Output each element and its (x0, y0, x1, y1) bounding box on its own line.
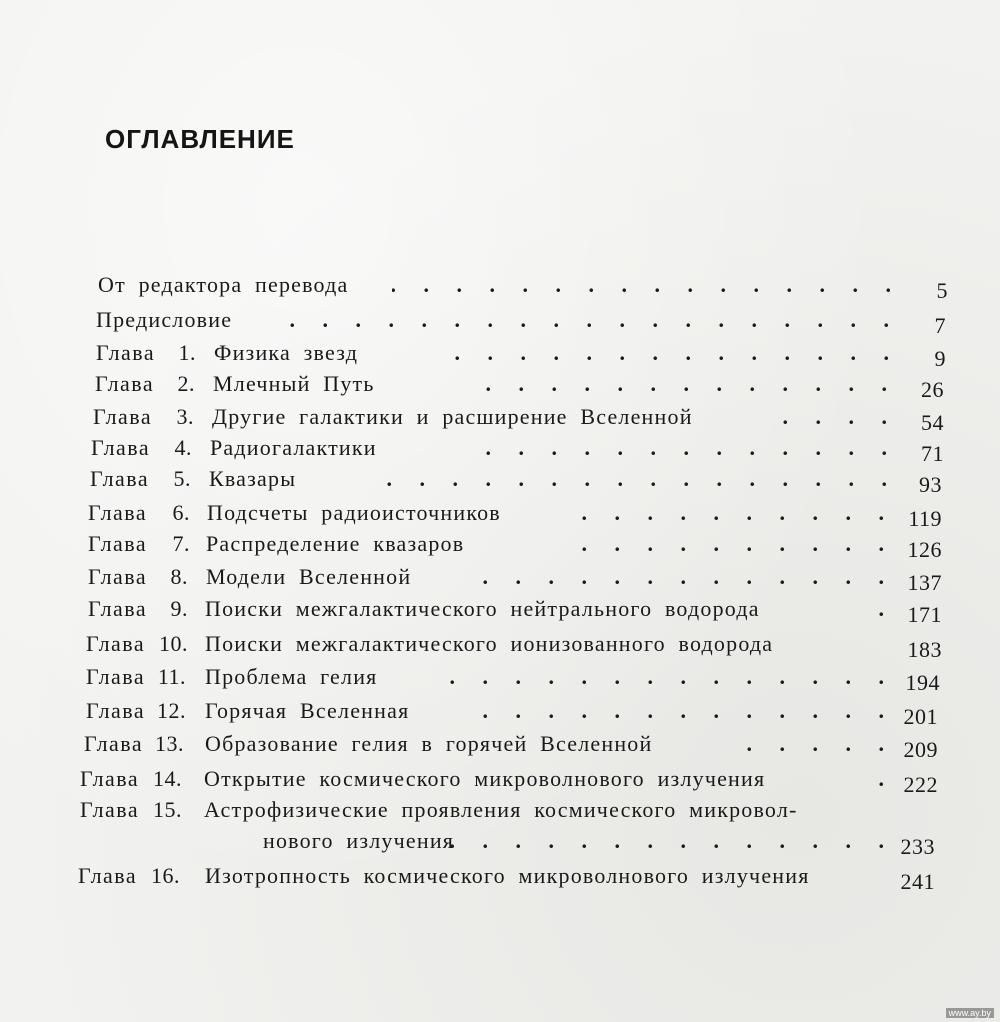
chapter-label: Глава (91, 435, 151, 460)
toc-entry (0, 498, 1000, 531)
chapter-label: Глава (93, 404, 153, 429)
dot-leader (560, 529, 895, 559)
entry-title: Другие галактики и расширение Вселенной (212, 404, 693, 429)
dot-leader (480, 433, 898, 463)
chapter-label: Глава (78, 863, 138, 888)
chapter-label: Глава (88, 564, 148, 589)
entry-title: Поиски межгалактического ионизованного водорода (205, 631, 774, 656)
toc-entry (0, 433, 1000, 466)
page-number: 222 (903, 772, 938, 797)
page-number: 194 (905, 670, 940, 695)
chapter-number: 9. (170, 596, 188, 621)
chapter-number: 16. (151, 863, 180, 888)
chapter-number: 14. (153, 766, 182, 791)
entry-title: Квазары (209, 466, 297, 491)
chapter-number: 6. (172, 500, 190, 525)
entry-title: Образование гелия в горячей Вселенной (205, 731, 653, 756)
entry-title: Открытие космического микроволнового излучения (204, 766, 766, 791)
page-number: 93 (919, 472, 942, 497)
toc-entry (0, 594, 1000, 627)
chapter-label: Глава (90, 466, 150, 491)
toc-entry (0, 795, 1000, 825)
page-number: 126 (907, 537, 942, 562)
toc-entry (0, 270, 1000, 303)
page-number: 54 (921, 410, 944, 435)
dot-leader (470, 562, 895, 592)
page-number: 233 (900, 834, 935, 859)
chapter-number: 3. (176, 404, 194, 429)
toc-entry (0, 562, 1000, 595)
toc-entry (0, 696, 1000, 729)
entry-title: Физика звезд (214, 340, 359, 365)
page-number: 5 (936, 278, 948, 303)
entry-title: Модели Вселенной (206, 564, 412, 589)
page-number: 26 (921, 377, 944, 402)
chapter-number: 1. (178, 340, 196, 365)
dot-leader (450, 338, 900, 368)
toc-entry (0, 861, 1000, 894)
page-number: 209 (903, 737, 938, 762)
entry-title: Предисловие (96, 307, 233, 332)
entry-title: Проблема гелия (205, 664, 378, 689)
toc-entry (0, 529, 1000, 562)
chapter-number: 2. (177, 371, 195, 396)
chapter-label: Глава (96, 340, 156, 365)
page-number: 71 (921, 441, 944, 466)
toc-entry (0, 729, 1000, 762)
toc-entry (0, 369, 1000, 402)
toc-entry (0, 305, 1000, 338)
chapter-label: Глава (86, 698, 146, 723)
chapter-number: 12. (157, 698, 186, 723)
chapter-label: Глава (86, 631, 146, 656)
page-number: 183 (907, 637, 942, 662)
entry-title: Распределение квазаров (206, 531, 465, 556)
entry-title: От редактора перевода (98, 272, 349, 297)
chapter-number: 8. (170, 564, 188, 589)
entry-title: Поиски межгалактического нейтрального водорода (205, 596, 760, 621)
dot-leader (282, 305, 900, 335)
entry-title: нового излучения (263, 828, 455, 853)
toc-entry (0, 464, 1000, 497)
chapter-label: Глава (80, 797, 140, 822)
dot-leader (360, 464, 898, 494)
chapter-number: 15. (153, 797, 182, 822)
page-title: ОГЛАВЛЕНИЕ (105, 124, 295, 154)
chapter-label: Глава (84, 731, 144, 756)
toc-entry (0, 338, 1000, 371)
chapter-number: 7. (172, 531, 190, 556)
chapter-number: 13. (155, 731, 184, 756)
chapter-number: 10. (159, 631, 188, 656)
entry-title: Млечный Путь (213, 371, 375, 396)
page-number: 7 (934, 313, 946, 338)
toc-entry (0, 764, 1000, 797)
chapter-label: Глава (95, 371, 155, 396)
dot-leader (440, 662, 895, 692)
page-number: 9 (934, 346, 946, 371)
toc-entry (0, 629, 1000, 662)
chapter-number: 4. (174, 435, 192, 460)
watermark: www.ay.by (946, 1008, 994, 1018)
dot-leader (570, 498, 895, 528)
chapter-label: Глава (88, 531, 148, 556)
entry-title: Подсчеты радиоисточников (207, 500, 501, 525)
page-number: 201 (903, 704, 938, 729)
page-number: 241 (900, 869, 935, 894)
dot-leader (440, 826, 895, 856)
page-number: 119 (908, 506, 942, 531)
chapter-number: 11. (157, 664, 186, 689)
chapter-number: 5. (173, 466, 191, 491)
page-number: 137 (907, 570, 942, 595)
dot-leader (470, 369, 898, 399)
chapter-label: Глава (88, 596, 148, 621)
toc-entry (0, 662, 1000, 695)
chapter-label: Глава (80, 766, 140, 791)
entry-title: Горячая Вселенная (205, 698, 410, 723)
dot-leader (392, 270, 902, 300)
page-number: 171 (907, 602, 942, 627)
chapter-label: Глава (88, 500, 148, 525)
entry-title: Радиогалактики (210, 435, 377, 460)
dot-leader (470, 696, 895, 726)
entry-title: Изотропность космического микроволнового излучения (205, 863, 810, 888)
entry-title: Астрофизические проявления космического микровол- (204, 797, 798, 822)
toc-entry (0, 402, 1000, 435)
chapter-label: Глава (86, 664, 146, 689)
toc-entry (0, 826, 1000, 859)
